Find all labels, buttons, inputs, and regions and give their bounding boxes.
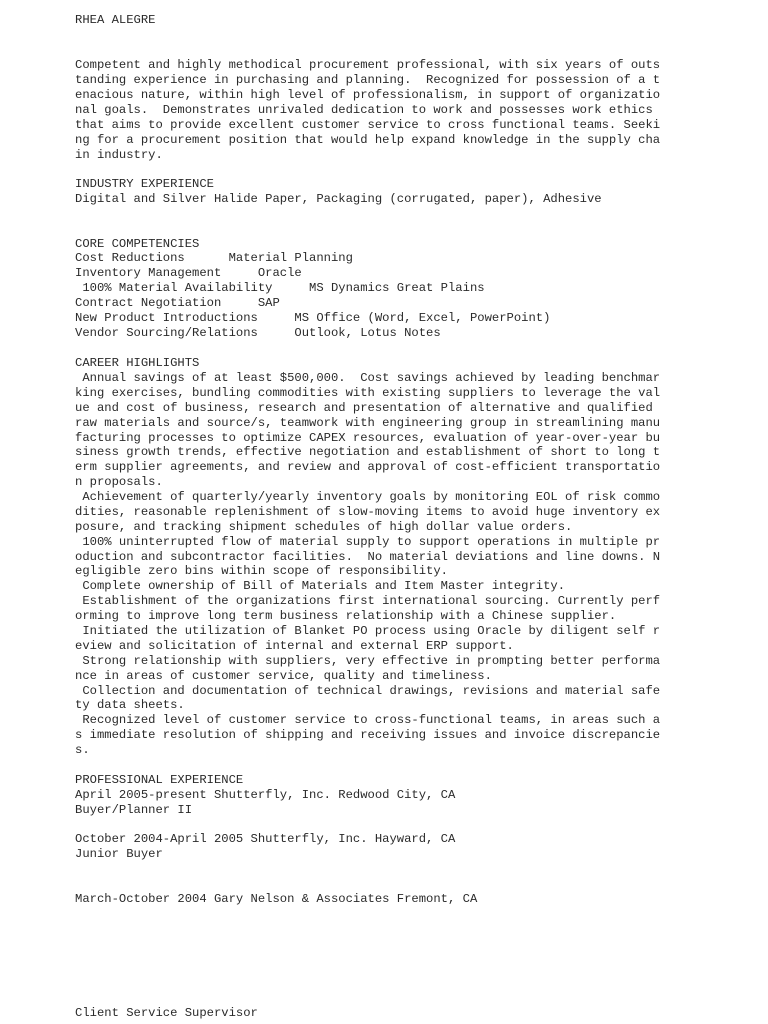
summary-line: ng for a procurement position that would help expand knowledge in the supply cha <box>75 133 661 147</box>
candidate-name: RHEA ALEGRE <box>75 13 156 27</box>
summary-line: nal goals. Demonstrates unrivaled dedication to work and possesses work ethics <box>75 103 653 117</box>
summary-line: that aims to provide excellent customer service to cross functional teams. Seeki <box>75 118 661 132</box>
competency-row: Cost Reductions Material Planning <box>75 251 353 265</box>
competency-row: Contract Negotiation SAP <box>75 296 280 310</box>
competency-row: Inventory Management Oracle <box>75 266 302 280</box>
highlight-line: ty data sheets. <box>75 698 185 712</box>
job-title: Buyer/Planner II <box>75 803 193 817</box>
highlight-line: orming to improve long term business relationship with a Chinese supplier. <box>75 609 617 623</box>
highlight-line: Establishment of the organizations first international sourcing. Currently perf <box>75 594 661 608</box>
highlight-line: raw materials and source/s, teamwork with engineering group in streamlining manu <box>75 416 661 430</box>
industry-text: Digital and Silver Halide Paper, Packaging (corrugated, paper), Adhesive <box>75 192 602 206</box>
highlight-line: Achievement of quarterly/yearly inventory goals by monitoring EOL of risk commo <box>75 490 661 504</box>
highlight-line: erm supplier agreements, and review and approval of cost-efficient transportatio <box>75 460 661 474</box>
summary-line: enacious nature, within high level of professionalism, in support of organizatio <box>75 88 661 102</box>
competency-row: New Product Introductions MS Office (Word, Excel, PowerPoint) <box>75 311 551 325</box>
highlight-line: egligible zero bins within scope of responsibility. <box>75 564 448 578</box>
summary-line: Competent and highly methodical procurement professional, with six years of outs <box>75 58 661 72</box>
highlight-line: s. <box>75 743 90 757</box>
highlight-line: dities, reasonable replenishment of slow-moving items to avoid huge inventory ex <box>75 505 661 519</box>
experience-heading: PROFESSIONAL EXPERIENCE <box>75 773 244 787</box>
highlight-line: Annual savings of at least $500,000. Cost savings achieved by leading benchmar <box>75 371 661 385</box>
job-dates-employer: October 2004-April 2005 Shutterfly, Inc. Hayward, CA <box>75 832 456 846</box>
highlight-line: Collection and documentation of technical drawings, revisions and material safe <box>75 684 661 698</box>
summary-line: in industry. <box>75 148 163 162</box>
highlights-heading: CAREER HIGHLIGHTS <box>75 356 200 370</box>
highlight-line: oduction and subcontractor facilities. No material deviations and line downs. N <box>75 550 661 564</box>
highlight-line: nce in areas of customer service, quality and timeliness. <box>75 669 492 683</box>
job-dates-employer: April 2005-present Shutterfly, Inc. Redwood City, CA <box>75 788 456 802</box>
highlight-line: Recognized level of customer service to cross-functional teams, in areas such a <box>75 713 661 727</box>
job-title: Junior Buyer <box>75 847 163 861</box>
industry-heading: INDUSTRY EXPERIENCE <box>75 177 214 191</box>
summary-line: tanding experience in purchasing and planning. Recognized for possession of a t <box>75 73 661 87</box>
competency-row: 100% Material Availability MS Dynamics Great Plains <box>75 281 485 295</box>
job-title: Client Service Supervisor <box>75 1006 258 1020</box>
highlight-line: s immediate resolution of shipping and receiving issues and invoice discrepancie <box>75 728 661 742</box>
job-dates-employer: March-October 2004 Gary Nelson & Associates Fremont, CA <box>75 892 478 906</box>
highlight-line: ue and cost of business, research and presentation of alternative and qualified <box>75 401 653 415</box>
highlight-line: siness growth trends, effective negotiation and establishment of short to long t <box>75 445 661 459</box>
highlight-line: facturing processes to optimize CAPEX resources, evaluation of year-over-year bu <box>75 431 661 445</box>
competency-row: Vendor Sourcing/Relations Outlook, Lotus Notes <box>75 326 441 340</box>
highlight-line: posure, and tracking shipment schedules of high dollar value orders. <box>75 520 573 534</box>
highlight-line: king exercises, bundling commodities with existing suppliers to leverage the val <box>75 386 661 400</box>
highlight-line: 100% uninterrupted flow of material supply to support operations in multiple pr <box>75 535 661 549</box>
highlight-line: n proposals. <box>75 475 163 489</box>
highlight-line: Initiated the utilization of Blanket PO process using Oracle by diligent self r <box>75 624 661 638</box>
competencies-heading: CORE COMPETENCIES <box>75 237 200 251</box>
highlight-line: Strong relationship with suppliers, very effective in prompting better performa <box>75 654 661 668</box>
highlight-line: eview and solicitation of internal and external ERP support. <box>75 639 514 653</box>
highlight-line: Complete ownership of Bill of Materials and Item Master integrity. <box>75 579 566 593</box>
